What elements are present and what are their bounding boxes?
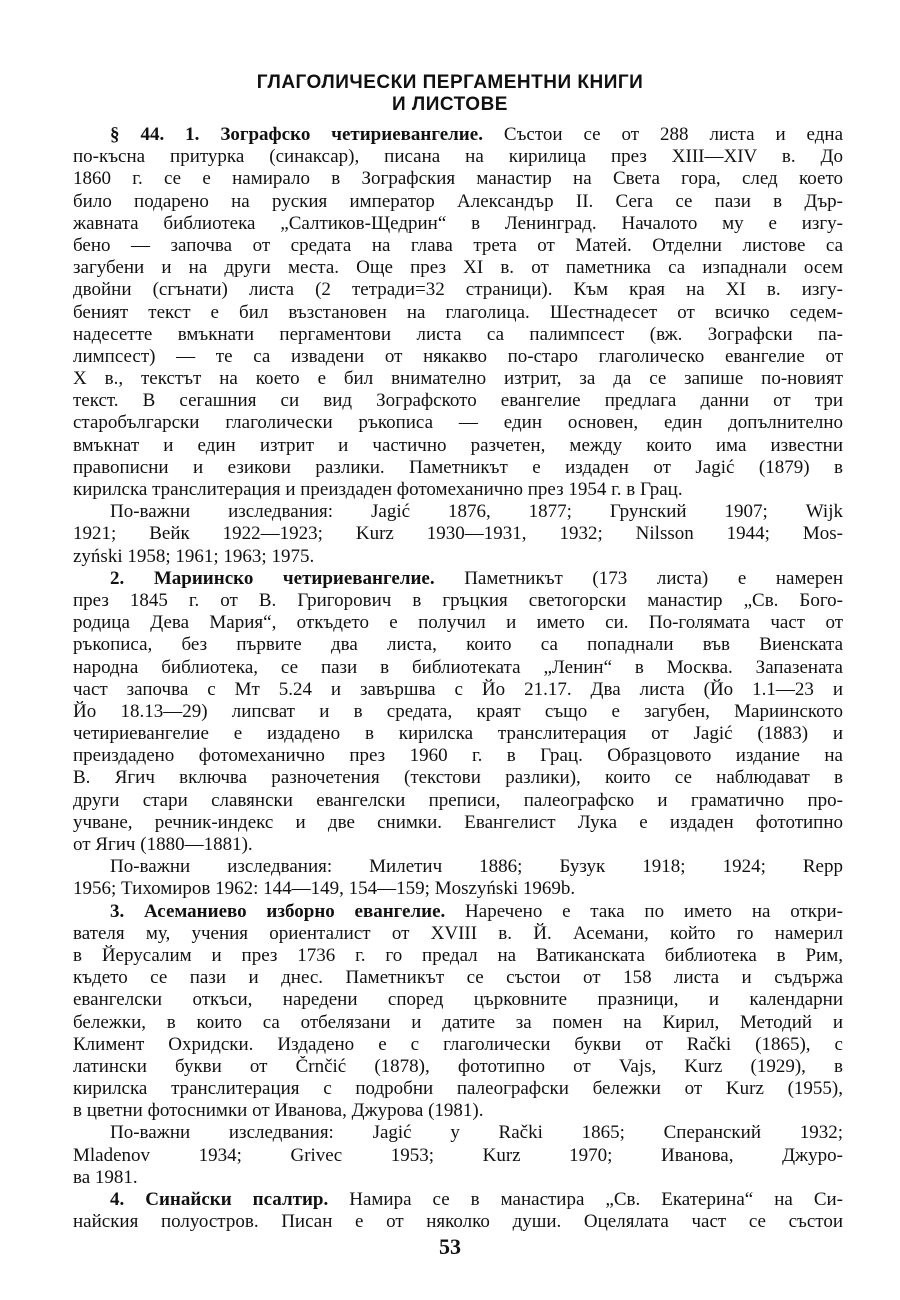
line-text: в цветни фотоснимки от Иванова, Джурова (1981). — [73, 1100, 484, 1122]
line-text: вателя му, учения ориенталист от XVIII в. Й. Асемани, който го намерил — [73, 922, 843, 944]
text-line — [73, 368, 843, 390]
paragraph — [73, 1122, 843, 1189]
line-text: било подарено на руския император Александър II. Сега се пази в Дър- — [73, 190, 843, 212]
text-line — [73, 923, 843, 945]
line-text: По-важни изследвания: Jagić у Rački 1865; Сперанский 1932; — [110, 1122, 843, 1144]
text-line — [73, 1056, 843, 1078]
text-line — [73, 1167, 843, 1189]
line-text: 1921; Вейк 1922—1923; Kurz 1930—1931, 1932; Nilsson 1944; Mos- — [73, 523, 843, 545]
text-line — [73, 302, 843, 324]
text-line — [73, 257, 843, 279]
line-text: част започва с Мт 5.24 и завършва с Йо 21.17. Два листа (Йо 1.1—23 и — [73, 678, 843, 700]
line-text: кирилска транслитерация и преиздаден фотомеханично през 1954 г. в Грац. — [73, 479, 683, 500]
line-text: учване, речник-индекс и две снимки. Евангелист Лука е издаден фототипно — [73, 811, 843, 833]
text-line — [73, 412, 843, 434]
text-line — [73, 790, 843, 812]
line-text: zyński 1958; 1961; 1963; 1975. — [73, 545, 315, 567]
line-text: надесетте вмъкнати пергаментови листа са палимпсест (вж. Зографски па- — [73, 323, 843, 345]
text-line — [73, 1122, 843, 1144]
paragraph — [73, 501, 843, 568]
text-line — [73, 1012, 843, 1034]
text-line — [73, 745, 843, 767]
line-text: евангелски откъси, наредени според църковните празници, и календарни — [73, 989, 843, 1011]
line-text: лимпсест) — те са извадени от някакво по-старо глаголическо евангелие от — [73, 345, 843, 367]
line-text: бележки, в които са отбелязани и датите за помен на Кирил, Методий и — [73, 1011, 843, 1033]
text-line — [73, 168, 843, 190]
line-text: найския полуостров. Писан е от няколко души. Оцелялата част се състои — [73, 1211, 843, 1233]
text-line — [73, 1145, 843, 1167]
text-line — [73, 701, 843, 723]
page-number: 53 — [439, 1234, 461, 1259]
text-line — [73, 634, 843, 656]
text-line — [73, 213, 843, 235]
line-text: жавната библиотека „Салтиков-Щедрин“ в Ленинград. Началото му е изгу- — [73, 212, 843, 234]
line-text: двойни (сгънати) листа (2 тетради=32 страници). Към края на XI в. изгу- — [73, 279, 843, 301]
body-text — [73, 124, 843, 1233]
line-text: родица Дева Мария“, откъдето е получил и името си. По-голямата част от — [73, 612, 843, 634]
text-line — [73, 435, 843, 457]
line-text: Йо 18.13—29) липсват и в средата, краят също е загубен, Мариинското — [73, 700, 843, 722]
text-line — [73, 901, 843, 923]
text-line — [73, 546, 843, 568]
line-text: по-късна притурка (синаксар), писана на кирилица през XIII—XIV в. До — [73, 146, 843, 168]
text-line — [73, 191, 843, 213]
text-line — [73, 812, 843, 834]
line-text: вмъкнат и един изтрит и частично разчетен, между които има известни — [73, 434, 843, 456]
line-text: кирилска транслитерация с подробни палеографски бележки от Kurz (1955), — [73, 1078, 843, 1100]
line-text: ръкописа, без първите два листа, които са попаднали във Виенската — [73, 634, 843, 656]
text-line — [73, 945, 843, 967]
text-line — [73, 346, 843, 368]
line-text: X в., текстът на което е бил внимателно изтрит, за да се запише по-новият — [73, 368, 843, 390]
line-text: Mladenov 1934; Grivec 1953; Kurz 1970; Иванова, Джуро- — [73, 1144, 843, 1166]
text-line — [73, 279, 843, 301]
title-line-1: ГЛАГОЛИЧЕСКИ ПЕРГАМЕНТНИ КНИГИ — [256, 72, 644, 93]
paragraph — [73, 901, 843, 1123]
line-text: 1860 г. се е намирало в Зографския манастир на Света гора, след което — [73, 168, 843, 190]
text-line — [73, 590, 843, 612]
text-line — [73, 568, 843, 590]
line-text: народна библиотека, се пази в библиотеката „Ленин“ в Москва. Запазената — [73, 656, 843, 678]
line-text: латински букви от Črnčić (1878), фототипно от Vajs, Kurz (1929), в — [73, 1055, 843, 1077]
line-text: беният текст е бил възстановен на глаголица. Шестнадесет от всичко седем- — [73, 301, 843, 323]
text-line — [73, 1078, 843, 1100]
line-text: Намира се в манастира „Св. Екатерина“ на Си- — [328, 1189, 843, 1210]
line-text: през 1845 г. от В. Григорович в гръцкия светогорски манастир „Св. Бого- — [73, 589, 843, 611]
text-line — [73, 612, 843, 634]
text-line — [73, 967, 843, 989]
section-heading: § 44. 1. Зографско четириевангелие. — [110, 124, 483, 145]
paragraph — [73, 568, 843, 856]
line-text: в Йерусалим и през 1736 г. го предал на Ватиканската библиотека в Рим, — [73, 944, 843, 966]
text-line — [73, 878, 843, 900]
text-line — [73, 479, 843, 501]
line-text: други стари славянски евангелски преписи, палеографско и граматично про- — [73, 789, 843, 811]
line-text: По-важни изследвания: Jagić 1876, 1877; Грунский 1907; Wijk — [110, 501, 843, 523]
line-text: от Ягич (1880—1881). — [73, 834, 253, 855]
line-text: четириевангелие е издадено в кирилска транслитерация от Jagić (1883) и — [73, 723, 843, 745]
text-line — [73, 767, 843, 789]
section-title — [0, 72, 900, 116]
section-heading: 3. Асеманиево изборно евангелие. — [110, 900, 446, 922]
text-line — [73, 1034, 843, 1056]
title-line-2: И ЛИСТОВЕ — [392, 94, 508, 115]
line-text: загубени и на други места. Още през XI в. от паметника са изпаднали осем — [73, 257, 843, 279]
text-line — [73, 501, 843, 523]
text-line — [73, 457, 843, 479]
line-text: Наречено е така по името на откри- — [445, 900, 843, 922]
text-line — [73, 324, 843, 346]
paragraph — [73, 1189, 843, 1233]
line-text: 1956; Тихомиров 1962: 144—149, 154—159; Moszyński 1969b. — [73, 878, 576, 900]
line-text: старобългарски глаголически ръкописа — един основен, един допълнително — [73, 412, 843, 434]
paragraph — [73, 124, 843, 501]
line-text: ва 1981. — [73, 1166, 138, 1188]
section-heading: 4. Синайски псалтир. — [110, 1189, 329, 1210]
paragraph — [73, 856, 843, 900]
section-heading: 2. Мариинско четириевангелие. — [110, 567, 435, 589]
line-text: бено — започва от средата на глава трета от Матей. Отделни листове са — [73, 234, 843, 256]
text-line — [73, 146, 843, 168]
text-line — [73, 834, 843, 856]
text-line — [73, 235, 843, 257]
text-line — [73, 657, 843, 679]
text-line — [73, 679, 843, 701]
line-text: Климент Охридски. Издадено е с глаголически букви от Rački (1865), с — [73, 1033, 843, 1055]
line-text: Паметникът (173 листа) е намерен — [434, 567, 843, 589]
text-line — [73, 1100, 843, 1122]
text-line — [73, 124, 843, 146]
text-line — [73, 989, 843, 1011]
line-text: Състои се от 288 листа и една — [482, 124, 843, 145]
text-line — [73, 856, 843, 878]
text-line — [73, 1189, 843, 1211]
line-text: правописни и езикови разлики. Паметникът е издаден от Jagić (1879) в — [73, 456, 843, 478]
line-text: текст. В сегашния си вид Зографското евангелие предлага данни от три — [73, 390, 843, 412]
line-text: По-важни изследвания: Милетич 1886; Бузук 1918; 1924; Repp — [110, 856, 843, 878]
line-text: където се пази и днес. Паметникът се състои от 158 листа и съдържа — [73, 967, 843, 989]
line-text: В. Ягич включва разночетения (текстови разлики), които се наблюдават в — [73, 767, 843, 789]
text-line — [73, 523, 843, 545]
text-line — [73, 390, 843, 412]
text-line — [73, 723, 843, 745]
text-line — [73, 1211, 843, 1233]
line-text: преиздадено фотомеханично през 1960 г. в Грац. Образцовото издание на — [73, 745, 843, 767]
